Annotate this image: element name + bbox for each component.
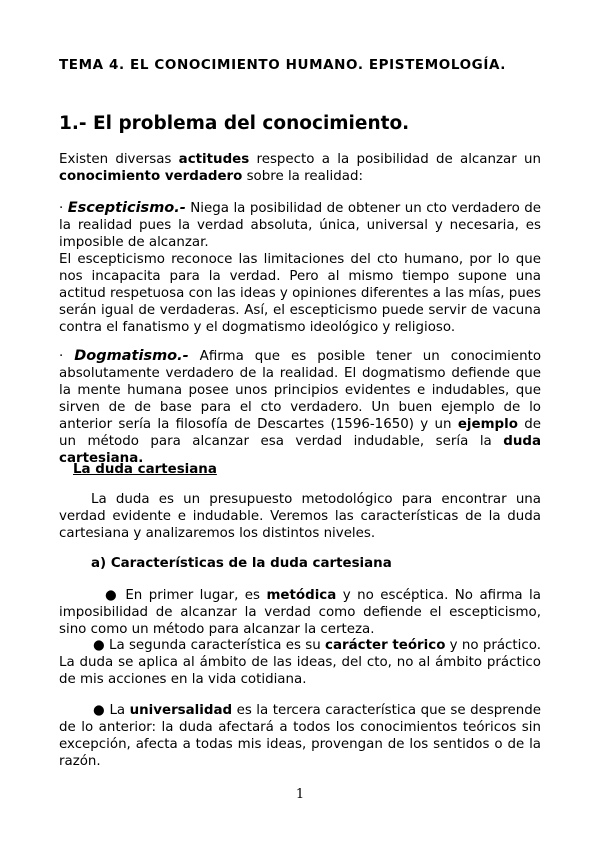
dogmatismo-term: Dogmatismo.- bbox=[74, 348, 189, 364]
section-heading: 1.- El problema del conocimiento. bbox=[59, 113, 410, 134]
page-number: 1 bbox=[295, 787, 305, 802]
intro-paragraph: Existen diversas actitudes respecto a la posibilidad de alcanzar un conocimiento verdadero sobre la realidad: bbox=[59, 152, 541, 184]
escepticismo-paragraph: · Escepticismo.- Niega la posibilidad de obtener un cto verdadero de la realidad pues la verdad absoluta, única, universal y necesaria, es imposible de alcanzar. El escepticismo reconoce las limitaciones del cto humano, por lo que nos incapacita para la verdad. Pero al mismo tiempo supone una actitud respetuosa con las ideas y opiniones diferentes a las mías, pues serán igual de verdaderas. Así, el escepticismo puede servir de vacuna contra el fanatismo y el dogmatismo ideológico y religioso. bbox=[59, 200, 541, 335]
characteristic-2: ● La segunda característica es su carácter teórico y no práctico. La duda se aplica al ámbito de las ideas, del cto, no al ámbito práctico de mis acciones en la vida cotidiana. bbox=[59, 638, 541, 687]
characteristic-3: ● La universalidad es la tercera característica que se desprende de lo anterior: la duda afectará a todos los conocimientos teóricos sin excepción, afecta a todas mis ideas, provengan de los sentidos o de la razón. bbox=[59, 703, 541, 769]
dogmatismo-paragraph: · Dogmatismo.- Afirma que es posible tener un conocimiento absolutamente verdadero de la realidad. El dogmatismo defiende que la mente humana posee unos principios evidentes e indudables, que sirven de de base para el cto verdadero. Un buen ejemplo de lo anterior sería la filosofía de Descartes (1596-1650) y un ejemplo de un método para alcanzar esa verdad indudable, sería la duda cartesiana. bbox=[59, 348, 542, 466]
duda-heading: La duda cartesiana bbox=[73, 462, 217, 477]
escepticismo-term: Escepticismo.- bbox=[67, 200, 186, 216]
document-title: TEMA 4. EL CONOCIMIENTO HUMANO. EPISTEMOLOGÍA. bbox=[59, 57, 506, 73]
subheading-a: a) Características de la duda cartesiana bbox=[91, 556, 392, 571]
characteristic-1: ● En primer lugar, es metódica y no escéptica. No afirma la imposibilidad de alcanzar la verdad como defiende el escepticismo, sino como un método para alcanzar la certeza. bbox=[59, 588, 541, 637]
duda-intro-paragraph: La duda es un presupuesto metodológico para encontrar una verdad evidente e indudable. Veremos las características de la duda cartesiana y analizaremos los distintos niveles. bbox=[59, 492, 541, 541]
